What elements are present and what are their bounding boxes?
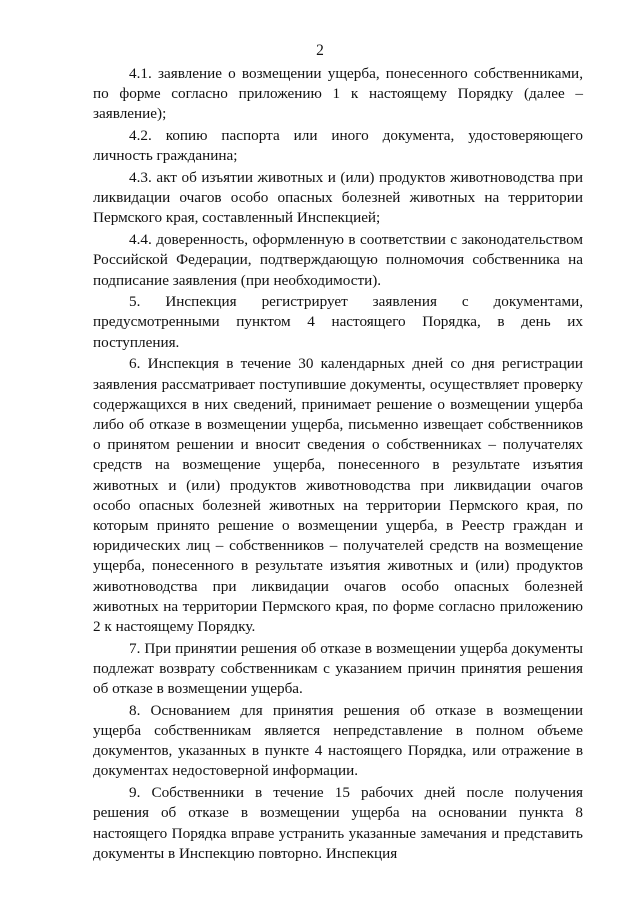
paragraph-4-4: 4.4. доверенность, оформленную в соответствии с законодательством Российской Федерации, подтверждающую полномочия собственника на подписание заявления (при необходимости).: [93, 231, 583, 289]
paragraph-4-1: 4.1. заявление о возмещении ущерба, понесенного собственниками, по форме согласно приложению 1 к настоящему Порядку (далее – заявление);: [93, 65, 583, 123]
paragraph-8: 8. Основанием для принятия решения об отказе в возмещении ущерба собственникам является непредставление в полном объеме документов, указанных в пункте 4 настоящего Порядка, или отражение в документах недостоверной информации.: [93, 701, 583, 780]
document-body: [93, 64, 583, 865]
paragraph-9: 9. Собственники в течение 15 рабочих дней после получения решения об отказе в возмещении ущерба на основании пункта 8 настоящего Порядка вправе устранить указанные замечания и представить документы в Инспекцию повторно. Инспекция: [93, 784, 583, 862]
paragraph-4-3: 4.3. акт об изъятии животных и (или) продуктов животноводства при ликвидации очагов особо опасных болезней животных на территории Пермского края, составленный Инспекцией;: [93, 169, 583, 227]
page-number: 2: [316, 42, 324, 59]
paragraph-7: 7. При принятии решения об отказе в возмещении ущерба документы подлежат возврату собственникам с указанием причин принятия решения об отказе в возмещении ущерба.: [93, 639, 583, 698]
paragraph-4-2: 4.2. копию паспорта или иного документа, удостоверяющего личность гражданина;: [93, 127, 583, 165]
paragraph-6: 6. Инспекция в течение 30 календарных дней со дня регистрации заявления рассматривает поступившие документы, осуществляет проверку содержащихся в них сведений, принимает решение о возмещении ущерба либо об отказе в возмещении ущерба, письменно извещает собственников о принятом решении и вносит сведения о собственниках – получателях средств на возмещение ущерба, понесенного в результате изъятия животных и (или) продуктов животноводства при ликвидации очагов особо опасных болезней животных на территории Пермского края, по которым принято решение о возмещении ущерба, в Реестр граждан и юридических лиц – собственников – получателей средств на возмещение ущерба, понесенного в результате изъятия животных и (или) продуктов животноводства при ликвидации очагов особо опасных болезней животных на территории Пермского края, по форме согласно приложению 2 к настоящему Порядку.: [93, 355, 583, 635]
paragraph-5: 5. Инспекция регистрирует заявления с документами, предусмотренными пунктом 4 настоящего Порядка, в день их поступления.: [93, 293, 583, 351]
